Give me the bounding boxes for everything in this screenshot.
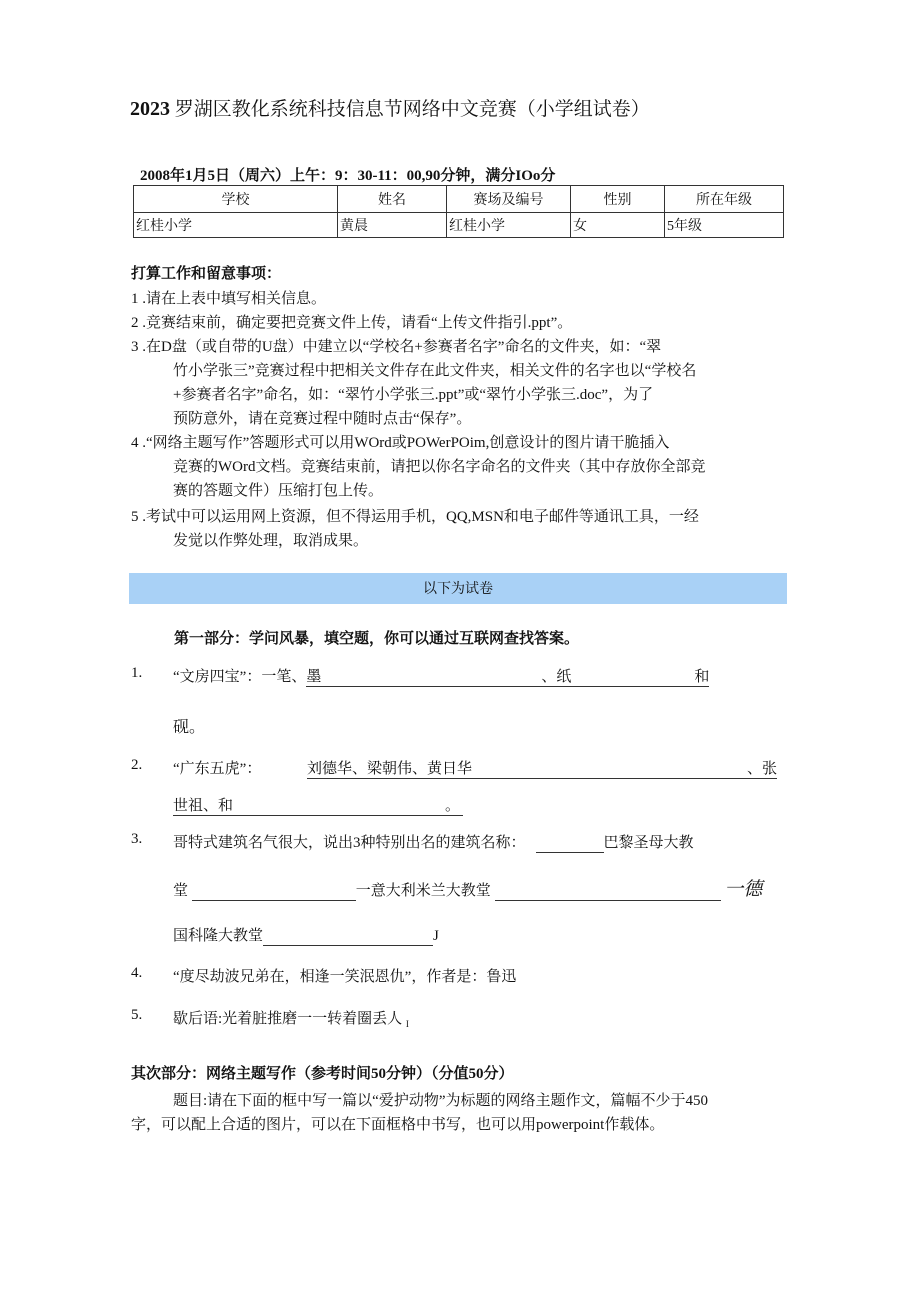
info-table [133,185,784,238]
q3-text-5: 一德 [724,879,763,900]
note-line: 预防意外，请在竞赛过程中随时点击“保存”。 [173,411,472,427]
q3-line-3 [173,924,439,946]
q3-text: 哥特式建筑名气很大，说出3种特别出名的建筑名称： [173,835,526,851]
q1-text-2: 、纸 [541,669,572,685]
q3-blank-2[interactable] [192,883,356,901]
q3-text-6: 国科隆大教堂 [173,928,264,944]
q2-blank[interactable] [307,757,777,779]
note-line: 赛的答题文件）压缩打包上传。 [173,483,384,499]
q5-number: 5. [131,1007,143,1023]
note-line: 5 .考试中可以运用网上资源，但不得运用手机，QQ,MSN和电子邮件等通讯工具，一经 [131,509,699,525]
cell-grade[interactable]: 5年级 [665,213,784,238]
exam-banner: 以下为试卷 [129,573,787,604]
header-cell: 性别 [571,186,665,213]
q2-number: 2. [131,757,143,773]
table-row [134,213,784,238]
q2-end: 。 [445,798,461,814]
title-year: 2023 [130,98,170,120]
q4-text: “度尽劫波兄弟在，相逢一笑泯恩仇”，作者是：鲁迅 [173,969,517,985]
cell-name[interactable]: 黄晨 [338,213,447,238]
note-line: 2 .竞赛结束前，确定要把竞赛文件上传，请看“上传文件指引.ppt”。 [131,315,573,331]
q1-text-3: 和 [694,669,710,685]
q2-text-3: 世祖、和 [173,798,234,814]
q3-text-4: 一意大利米兰大教堂 [355,883,491,899]
cell-gender[interactable]: 女 [571,213,665,238]
q1-line [173,665,709,687]
q1-blank[interactable] [306,665,709,687]
note-line: 发觉以作弊处理，取消成果。 [173,533,369,549]
header-cell: 赛场及编号 [447,186,571,213]
q3-line-2 [173,874,762,901]
q2-line-2 [173,794,463,816]
q1-text: “文房四宝”：一笔、 [173,669,307,685]
note-line: 4 .“网络主题写作”答题形式可以用WOrd或POWerPOim,创意设计的图片请干脆插入 [131,435,670,451]
q5-line [173,1007,409,1029]
note-line: 1 .请在上表中填写相关信息。 [131,291,327,307]
q5-mark: I [405,1019,409,1029]
header-cell: 所在年级 [665,186,784,213]
q3-blank-1[interactable] [536,835,604,853]
table-header-row [134,186,784,213]
q3-blank-4[interactable] [263,928,433,946]
note-line: 竹小学张三”竞赛过程中把相关文件存在此文件夹，相关文件的名字也以“学校名 [173,363,697,379]
q2-blank-2[interactable] [173,794,463,816]
header-cell: 学校 [134,186,338,213]
q2-text-2: 、张 [746,761,777,777]
q3-text-3: 堂 [173,883,189,899]
part2-heading: 其次部分：网络主题写作（参考时间50分钟）（分值50分） [131,1066,514,1082]
q2-answer: 刘德华、梁朝伟、黄日华 [307,761,473,777]
q2-line [173,757,777,778]
note-line: 3 .在D盘（或自带的U盘）中建立以“学校名+参赛者名字”命名的文件夹，如：“翠 [131,339,662,355]
q3-line [173,831,694,853]
q3-number: 3. [131,831,143,847]
q4-number: 4. [131,965,143,981]
header-cell: 姓名 [338,186,447,213]
cell-school[interactable]: 红桂小学 [134,213,338,238]
part2-line: 字，可以配上合适的图片，可以在下面框格中书写，也可以用powerpoint作载体。 [131,1117,665,1133]
cell-venue[interactable]: 红桂小学 [447,213,571,238]
q2-text: “广东五虎”： [173,761,262,777]
title-text: 罗湖区教化系统科技信息节网络中文竞赛（小学组试卷） [174,99,650,120]
q1-number: 1. [131,665,143,681]
part1-heading: 第一部分：学问风暴，填空题，你可以通过互联网查找答案。 [174,631,580,647]
q1-answer-1: 墨 [306,669,322,685]
document-title [130,94,650,121]
q1-end: 砚。 [173,719,206,736]
exam-info: 2008年1月5日（周六）上午：9：30-11：00,90分钟，满分IOo分 [140,168,556,184]
note-line: +参赛者名字”命名，如：“翠竹小学张三.ppt”或“翠竹小学张三.doc”，为了 [173,387,654,403]
note-line: 竞赛的WOrd文档。竞赛结束前，请把以你名字命名的文件夹（其中存放你全部竞 [173,459,706,475]
q5-text: 歇后语:光着脏推磨一一转着圈丢人 [173,1011,403,1027]
q3-text-2: 巴黎圣母大教 [603,835,694,851]
q3-mark: J [433,928,439,944]
notes-heading: 打算工作和留意事项： [131,266,282,282]
part2-line: 题目:请在下面的框中写一篇以“爱护动物”为标题的网络主题作文，篇幅不少于450 [173,1093,708,1109]
q3-blank-3[interactable] [495,883,721,901]
